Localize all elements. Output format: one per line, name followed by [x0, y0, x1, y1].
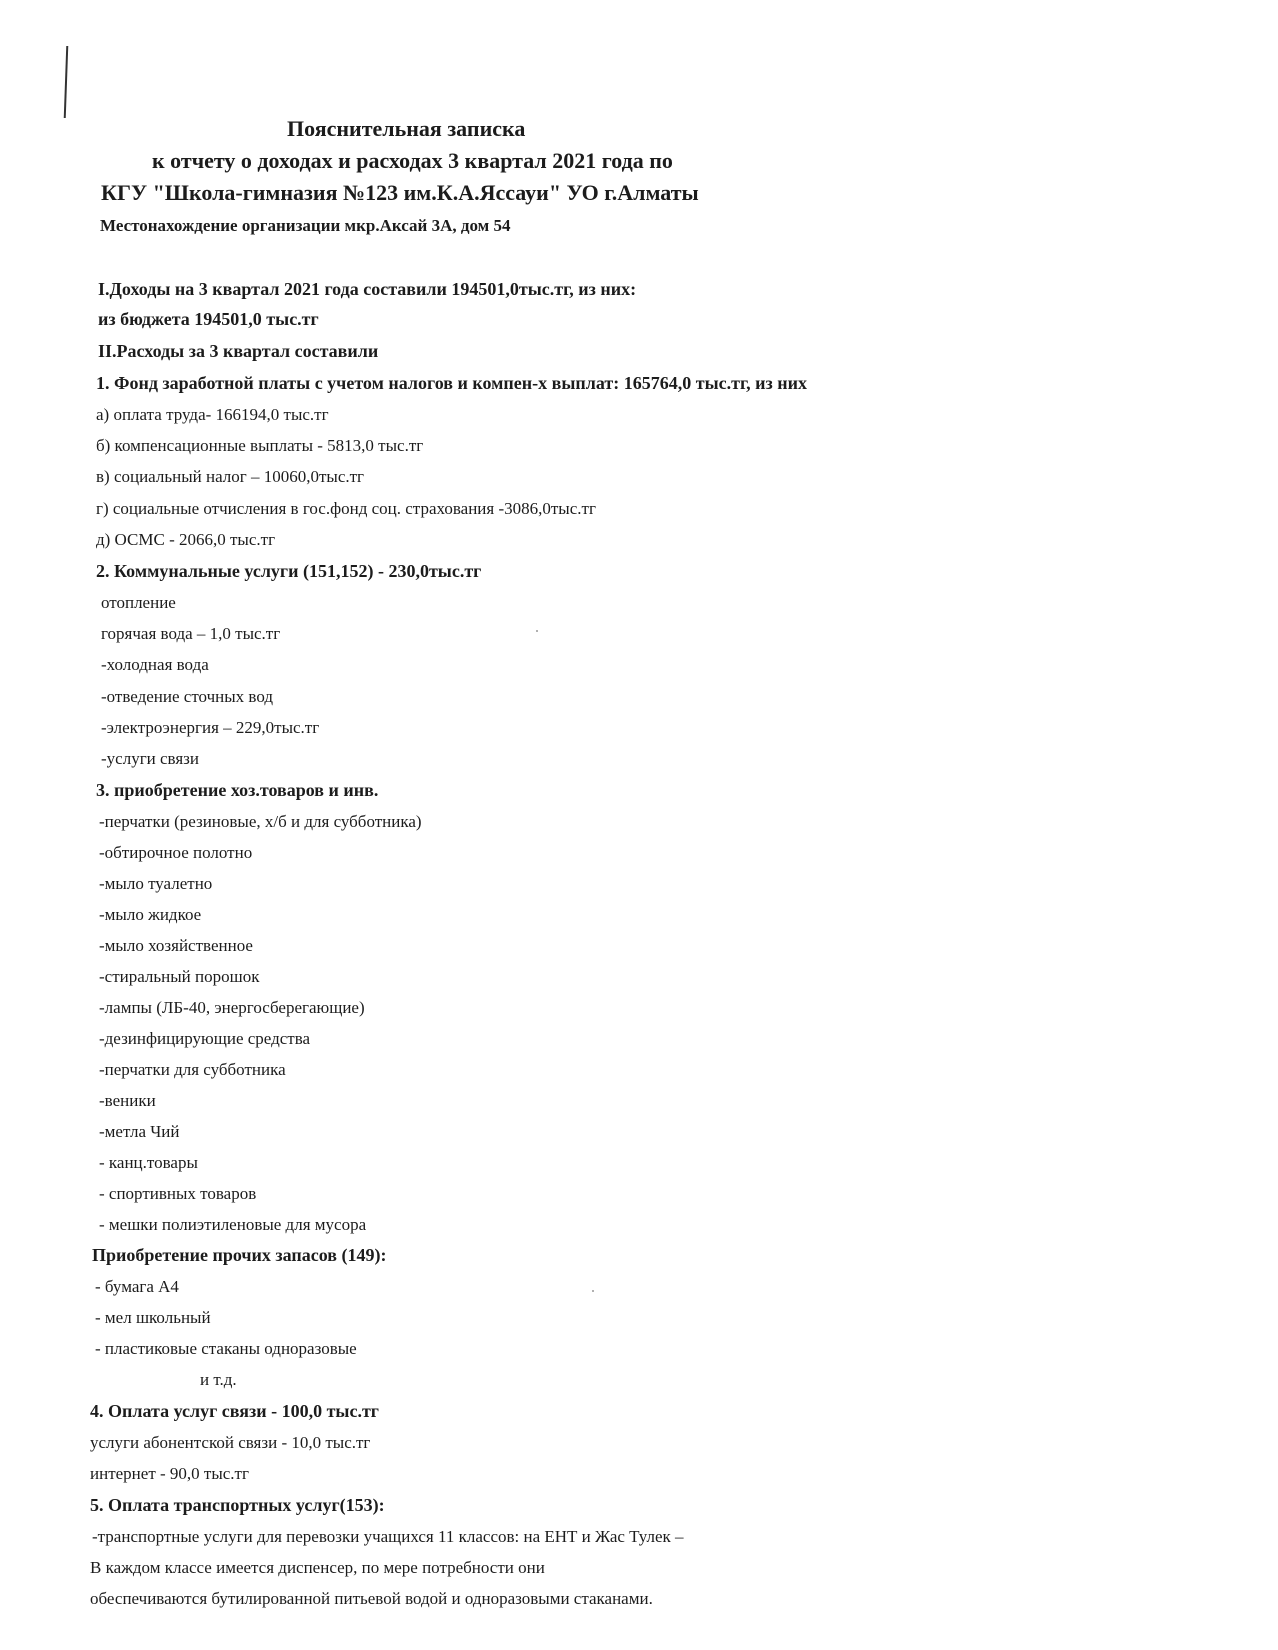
- scan-speck: [536, 630, 538, 632]
- list-item: - пластиковые стаканы одноразовые: [95, 1339, 357, 1358]
- list-item: а) оплата труда- 166194,0 тыс.тг: [96, 405, 329, 424]
- list-item: -метла Чий: [99, 1122, 180, 1141]
- list-item: -мыло хозяйственное: [99, 936, 253, 955]
- income-heading: I.Доходы на 3 квартал 2021 года составили 194501,0тыс.тг, из них:: [98, 279, 637, 299]
- list-item: -дезинфицирующие средства: [99, 1029, 311, 1048]
- list-item: - спортивных товаров: [99, 1184, 257, 1203]
- list-item: б) компенсационные выплаты - 5813,0 тыс.тг: [96, 436, 424, 455]
- list-item: - бумага А4: [95, 1277, 179, 1296]
- list-item: -стиральный порошок: [99, 967, 260, 986]
- list-item: -электроэнергия – 229,0тыс.тг: [101, 718, 320, 737]
- utilities-heading: 2. Коммунальные услуги (151,152) - 230,0тыс.тг: [96, 561, 482, 581]
- list-item: -лампы (ЛБ-40, энергосберегающие): [99, 998, 365, 1017]
- other-supplies-heading: Приобретение прочих запасов (149):: [92, 1245, 387, 1265]
- goods-heading: 3. приобретение хоз.товаров и инв.: [96, 780, 379, 800]
- list-item: -веники: [99, 1091, 156, 1110]
- payroll-heading: 1. Фонд заработной платы с учетом налогов и компен-х выплат: 165764,0 тыс.тг, из них: [96, 373, 807, 393]
- margin-pen-mark: [64, 46, 69, 118]
- list-item: интернет - 90,0 тыс.тг: [90, 1464, 249, 1483]
- list-item: - мешки полиэтиленовые для мусора: [99, 1215, 367, 1234]
- list-item: отопление: [101, 593, 176, 612]
- list-item: горячая вода – 1,0 тыс.тг: [101, 624, 281, 643]
- communication-heading: 4. Оплата услуг связи - 100,0 тыс.тг: [90, 1401, 379, 1421]
- list-item: -мыло жидкое: [99, 905, 202, 924]
- list-item: В каждом классе имеется диспенсер, по мере потребности они: [90, 1558, 545, 1577]
- scan-speck: [592, 1290, 594, 1292]
- list-item: -обтирочное полотно: [99, 843, 253, 862]
- income-budget: из бюджета 194501,0 тыс.тг: [98, 309, 319, 329]
- document-title: Пояснительная записка: [287, 116, 526, 141]
- list-item: д) ОСМС - 2066,0 тыс.тг: [96, 530, 276, 549]
- etc-note: и т.д.: [200, 1370, 237, 1389]
- list-item: -мыло туалетно: [99, 874, 213, 893]
- list-item: услуги абонентской связи - 10,0 тыс.тг: [90, 1433, 371, 1452]
- document-subtitle: к отчету о доходах и расходах 3 квартал 2021 года по: [152, 148, 673, 173]
- list-item: -услуги связи: [101, 749, 199, 768]
- list-item: -холодная вода: [101, 655, 209, 674]
- list-item: -транспортные услуги для перевозки учащихся 11 классов: на ЕНТ и Жас Тулек –: [92, 1527, 684, 1546]
- organization-name: КГУ "Школа-гимназия №123 им.К.А.Яссауи" УО г.Алматы: [101, 180, 699, 205]
- list-item: - мел школьный: [95, 1308, 211, 1327]
- list-item: г) социальные отчисления в гос.фонд соц. страхования -3086,0тыс.тг: [96, 499, 596, 518]
- list-item: -перчатки для субботника: [99, 1060, 286, 1079]
- list-item: обеспечиваются бутилированной питьевой водой и одноразовыми стаканами.: [90, 1589, 653, 1608]
- list-item: в) социальный налог – 10060,0тыс.тг: [96, 467, 365, 486]
- list-item: - канц.товары: [99, 1153, 198, 1172]
- expenses-heading: II.Расходы за 3 квартал составили: [98, 341, 379, 361]
- transport-heading: 5. Оплата транспортных услуг(153):: [90, 1495, 385, 1515]
- list-item: -отведение сточных вод: [101, 687, 274, 706]
- list-item: -перчатки (резиновые, х/б и для субботника): [99, 812, 422, 831]
- organization-location: Местонахождение организации мкр.Аксай 3А, дом 54: [100, 216, 511, 235]
